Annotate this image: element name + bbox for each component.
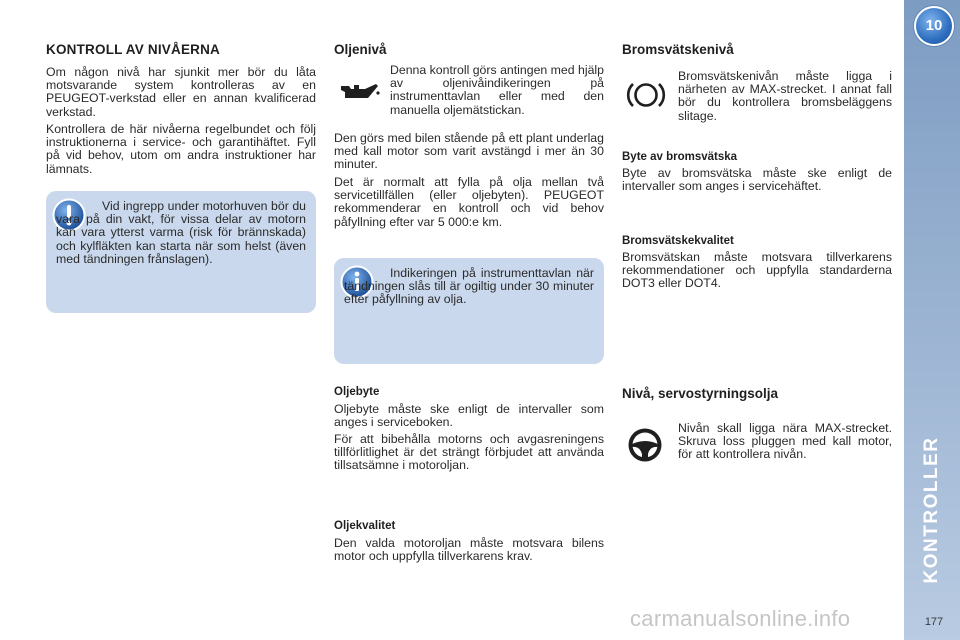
chapter-title: KONTROLLER bbox=[921, 436, 942, 584]
oil-paragraph-refill: Det är normalt att fylla på olja mellan två servicetillfällen (eller oljebyten). PEUGEOT rekommenderar en kontroll och vid behov påfyllning efter var 5 000:e km. bbox=[334, 175, 604, 229]
chapter-number-badge: 10 bbox=[914, 6, 954, 46]
warning-box bbox=[46, 191, 316, 313]
section-title-power-steering: Nivå, servostyrningsolja bbox=[622, 386, 779, 401]
oil-can-icon bbox=[338, 80, 380, 102]
brake-change-p: Byte av bromsvätska måste ske enligt de intervaller som anges i servicehäftet. bbox=[622, 166, 892, 194]
info-box bbox=[334, 258, 604, 364]
paragraph-intro: Om någon nivå har sjunkit mer bör du låta motsvarande system kontrolleras av en PEUGEOT-verkstad eller en annan kvalificerad verkstad. bbox=[46, 65, 316, 119]
oil-change-p1: Oljebyte måste ske enligt de intervaller som anges i serviceboken. bbox=[334, 402, 604, 430]
subtitle-oil-change: Oljebyte bbox=[334, 386, 380, 398]
oil-change-p2: För att bibehålla motorns och avgasreningens tillförlitlighet är det strängt förbjudet att använda tillsatsämne i motoroljan. bbox=[334, 432, 604, 473]
section-title-level-checks: KONTROLL AV NIVÅERNA bbox=[46, 42, 221, 57]
subtitle-brake-quality: Bromsvätskekvalitet bbox=[622, 235, 734, 247]
brake-warning-icon bbox=[626, 80, 666, 110]
section-title-oil-level: Oljenivå bbox=[334, 42, 387, 57]
warning-text: Vid ingrepp under motorhuven bör du vara på din vakt, för vissa delar av motorn kan vara ytterst varma (risk för brännskada) och kylfläkten kan starta när som helst (även med tändningen frånslagen). bbox=[56, 199, 306, 266]
subtitle-oil-quality: Oljekvalitet bbox=[334, 520, 396, 532]
brake-quality-p: Bromsvätskan måste motsvara tillverkarens rekommendationer och uppfylla standarderna DOT3 eller DOT4. bbox=[622, 250, 892, 291]
steering-wheel-icon bbox=[626, 426, 664, 464]
oil-paragraph-conditions: Den görs med bilen stående på ett plant underlag med kall motor som varit avstängd i mer än 30 minuter. bbox=[334, 131, 604, 172]
watermark: carmanualsonline.info bbox=[630, 606, 851, 631]
oil-quality-p: Den valda motoroljan måste motsvara bilens motor och uppfylla tillverkarens krav. bbox=[334, 536, 604, 564]
brake-intro: Bromsvätskenivån måste ligga i närheten av MAX-strecket. I annat fall bör du kontrollera bromsbeläggens slitage. bbox=[678, 69, 892, 123]
page-number: 177 bbox=[924, 616, 944, 628]
paragraph-regular-checks: Kontrollera de här nivåerna regelbundet och följ instruktionerna i service- och garantihäftet. Fyll på vid behov, utom om andra instruktioner har lämnats. bbox=[46, 122, 316, 176]
subtitle-brake-change: Byte av bromsvätska bbox=[622, 151, 738, 163]
info-text: Indikeringen på instrumenttavlan när tändningen slås till är ogiltig under 30 minuter efter påfyllning av olja. bbox=[344, 266, 594, 307]
section-title-brake-fluid: Bromsvätskenivå bbox=[622, 42, 734, 57]
oil-intro: Denna kontroll görs antingen med hjälp av oljenivåindikeringen på instrumenttavlan eller med den manuella oljemätstickan. bbox=[390, 63, 604, 117]
steering-p: Nivån skall ligga nära MAX-strecket. Skruva loss pluggen med kall motor, för att kontrollera nivån. bbox=[678, 421, 892, 462]
